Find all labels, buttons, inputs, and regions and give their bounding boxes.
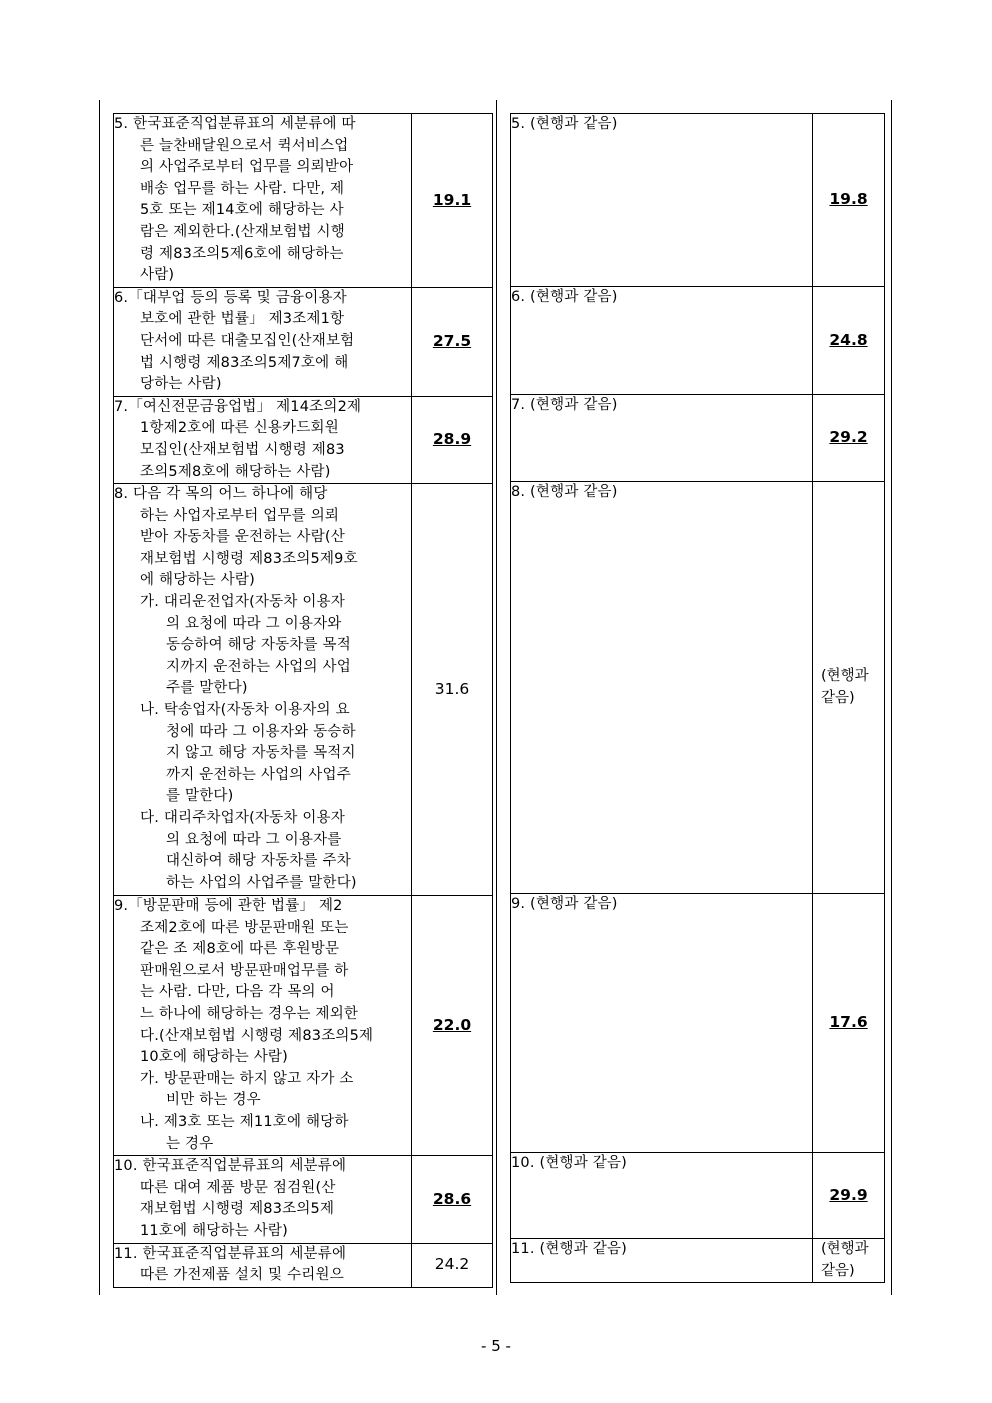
provision-line: 는 사람. 다만, 다음 각 목의 어 <box>140 984 335 1001</box>
sub-item-line: 가. 방문판매는 하지 않고 자가 소 <box>140 1070 354 1087</box>
table-row <box>114 114 493 288</box>
provision-text-cell <box>114 396 412 483</box>
rate-value: 27.5 <box>412 287 493 396</box>
provision-line: 다.(산재보험법 시행령 제83조의5제 <box>140 1027 374 1044</box>
provision-line: 단서에 따른 대출모집인(산재보험 <box>140 332 355 349</box>
center-divider-line <box>496 100 497 1295</box>
table-row <box>511 894 885 1153</box>
rate-value: 19.1 <box>412 114 493 288</box>
sub-item-line: 나. 탁송업자(자동차 이용자의 요 <box>140 702 350 719</box>
rate-value: 29.9 <box>813 1153 885 1239</box>
provision-line: 령 제83조의5제6호에 해당하는 <box>140 245 344 262</box>
sub-item-line: 지까지 운전하는 사업의 사업 <box>166 658 351 675</box>
same-as-current-line: (현행과 <box>821 667 869 684</box>
provision-line: 법 시행령 제83조의5제7호에 해 <box>140 354 349 371</box>
provision-line: 른 늘찬배달원으로서 퀵서비스업 <box>140 137 349 154</box>
sub-item-line: 까지 운전하는 사업의 사업주 <box>166 766 351 783</box>
sub-item-line: 동승하여 해당 자동차를 목적 <box>166 637 351 654</box>
rate-value: 19.8 <box>813 114 885 287</box>
sub-item-line: 대신하여 해당 자동차를 주차 <box>166 853 351 870</box>
provision-line: 11. 한국표준직업분류표의 세분류에 <box>114 1245 347 1262</box>
table-row <box>511 395 885 482</box>
provision-line: 하는 사업자로부터 업무를 의뢰 <box>140 507 340 524</box>
provision-line: 판매원으로서 방문판매업무를 하 <box>140 962 349 979</box>
provision-line: 받아 자동차를 운전하는 사람(산 <box>140 529 345 546</box>
provision-line: 같은 조 제8호에 따른 후원방문 <box>140 941 340 958</box>
table-row <box>511 114 885 287</box>
rate-value: 24.8 <box>813 287 885 395</box>
table-row <box>114 896 493 1156</box>
provision-line: 따른 대여 제품 방문 점검원(산 <box>140 1179 336 1196</box>
provision-line: 11호에 해당하는 사람) <box>140 1223 288 1239</box>
sub-item-line: 가. 대리운전업자(자동차 이용자 <box>140 594 345 611</box>
provision-text-cell <box>114 114 412 288</box>
rate-value: 17.6 <box>813 894 885 1153</box>
sub-item-line: 하는 사업의 사업주를 말한다) <box>166 874 357 891</box>
provision-line: 10. 한국표준직업분류표의 세분류에 <box>114 1158 347 1175</box>
right-margin-line <box>891 100 892 1295</box>
sub-item-line: 를 말한다) <box>166 788 234 805</box>
provision-text-cell <box>114 1243 412 1287</box>
table-row <box>114 1243 493 1287</box>
provision-text-cell <box>114 896 412 1156</box>
provision-text-cell <box>114 1156 412 1243</box>
table-row <box>511 482 885 894</box>
provision-line: 재보험법 시행령 제83조의5제9호 <box>140 550 358 567</box>
provision-line: 모집인(산재보험법 시행령 제83 <box>140 441 345 458</box>
sub-item-line: 의 요청에 따라 그 이용자를 <box>166 831 342 848</box>
amended-provisions-table <box>510 113 885 1283</box>
table-row <box>114 287 493 396</box>
provision-line: 8. 다음 각 목의 어느 하나에 해당 <box>114 486 328 503</box>
sub-item-line: 주를 말한다) <box>166 680 248 697</box>
sub-item-line: 비만 하는 경우 <box>166 1092 261 1109</box>
provision-line: 보호에 관한 법률」 제3조제1항 <box>140 311 345 328</box>
same-as-current-line: (현행과 <box>821 1241 869 1257</box>
sub-item-line: 의 요청에 따라 그 이용자와 <box>166 615 342 632</box>
provision-line: 1항제2호에 따른 신용카드회원 <box>140 420 339 437</box>
rate-value: 31.6 <box>412 484 493 896</box>
provision-line: 조제2호에 따른 방문판매원 또는 <box>140 919 349 936</box>
provision-line: 7.「여신전문금융업법」 제14조의2제 <box>114 398 362 415</box>
amended-text: 11. (현행과 같음) <box>511 1239 813 1283</box>
provision-line: 람은 제외한다.(산재보험법 시행 <box>140 223 345 240</box>
table-row <box>114 396 493 483</box>
rate-value: 22.0 <box>412 896 493 1156</box>
provision-line: 재보험법 시행령 제83조의5제 <box>140 1201 335 1218</box>
same-as-current-line: 같음) <box>821 689 855 706</box>
provision-line: 느 하나에 해당하는 경우는 제외한 <box>140 1006 359 1023</box>
provision-line: 5호 또는 제14호에 해당하는 사 <box>140 202 344 219</box>
sub-item-line: 지 않고 해당 자동차를 목적지 <box>166 745 356 762</box>
amended-text: 10. (현행과 같음) <box>511 1153 813 1239</box>
rate-value <box>813 482 885 894</box>
provision-text-cell <box>114 484 412 896</box>
same-as-current-line: 같음) <box>821 1262 855 1279</box>
provision-text-cell <box>114 287 412 396</box>
sub-item-line: 다. 대리주차업자(자동차 이용자 <box>140 810 345 826</box>
provision-line: 에 해당하는 사람) <box>140 572 255 589</box>
sub-item-line: 나. 제3호 또는 제11호에 해당하 <box>140 1114 349 1131</box>
rate-value: 29.2 <box>813 395 885 482</box>
left-margin-line <box>99 100 100 1295</box>
amended-text: 7. (현행과 같음) <box>511 395 813 482</box>
provision-line: 5. 한국표준직업분류표의 세분류에 따 <box>114 116 356 132</box>
table-row <box>114 484 493 896</box>
rate-value <box>813 1239 885 1283</box>
rate-value: 24.2 <box>412 1243 493 1287</box>
rate-value: 28.6 <box>412 1156 493 1243</box>
provision-line: 10호에 해당하는 사람) <box>140 1049 288 1066</box>
rate-value: 28.9 <box>412 396 493 483</box>
sub-item-line: 는 경우 <box>166 1135 214 1152</box>
sub-item-line: 청에 따라 그 이용자와 동승하 <box>166 723 356 740</box>
provision-line: 9.「방문판매 등에 관한 법률」 제2 <box>114 898 343 915</box>
provision-line: 사람) <box>140 267 175 284</box>
table-row <box>511 1153 885 1239</box>
page-number: - 5 - <box>481 1337 511 1355</box>
amended-text: 9. (현행과 같음) <box>511 894 813 1153</box>
provision-line: 배송 업무를 하는 사람. 다만, 제 <box>140 180 345 197</box>
amended-text: 5. (현행과 같음) <box>511 114 813 287</box>
table-row <box>511 1239 885 1283</box>
provision-line: 당하는 사람) <box>140 376 222 393</box>
provision-line: 조의5제8호에 해당하는 사람) <box>140 463 331 480</box>
current-provisions-table <box>113 113 493 1288</box>
amended-text: 6. (현행과 같음) <box>511 287 813 395</box>
provision-line: 6.「대부업 등의 등록 및 금융이용자 <box>114 289 347 306</box>
provision-line: 의 사업주로부터 업무를 의뢰받아 <box>140 159 354 176</box>
table-row <box>114 1156 493 1243</box>
amended-text: 8. (현행과 같음) <box>511 482 813 894</box>
provision-line: 따른 가전제품 설치 및 수리원으 <box>140 1267 344 1284</box>
table-row <box>511 287 885 395</box>
